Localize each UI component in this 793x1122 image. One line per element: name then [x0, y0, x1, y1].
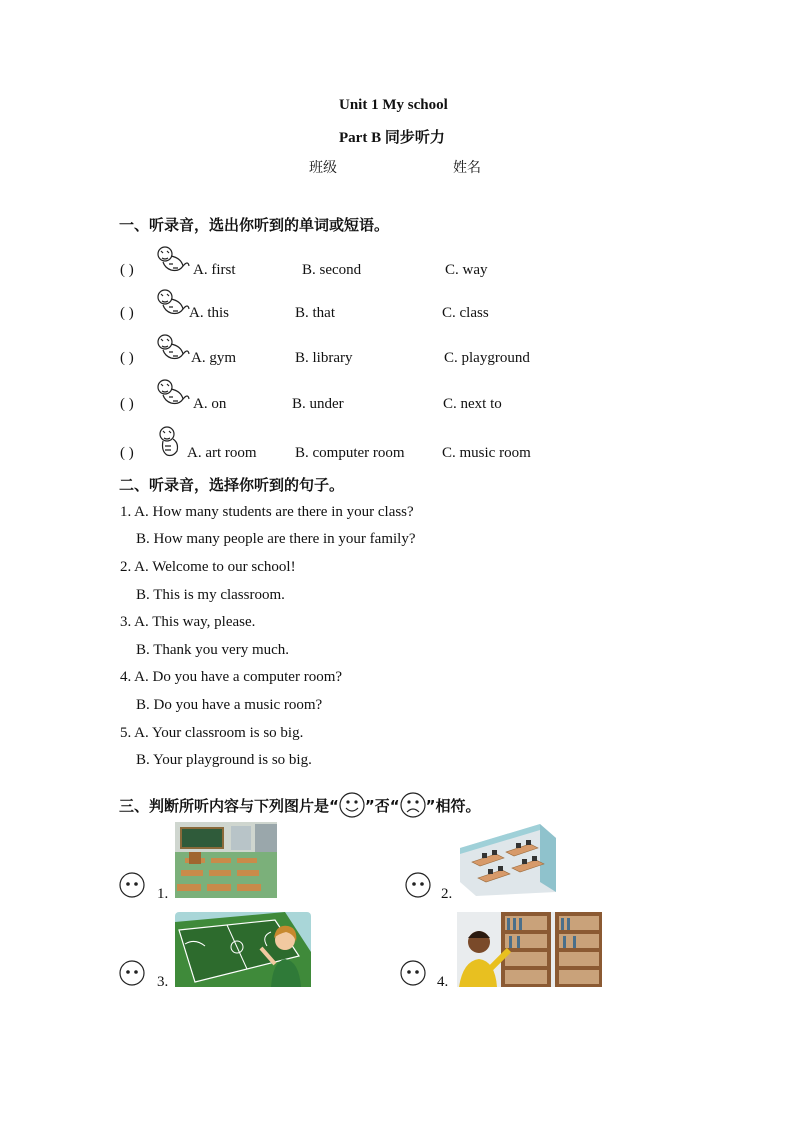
sentence-option[interactable]: 4. A. Do you have a computer room? [120, 669, 343, 685]
smiley-face-icon [339, 792, 365, 818]
sentence-option[interactable]: 5. A. Your classroom is so big. [120, 725, 304, 741]
sentence-option[interactable]: B. Your playground is so big. [136, 752, 312, 768]
section1-heading: 一、听录音，选出你听到的单词或短语。 [119, 216, 390, 234]
answer-bracket[interactable]: ( ) [120, 262, 134, 278]
page-title: Unit 1 My school [339, 97, 448, 113]
heading-part: 三、判断所听内容与下列图片是“ [119, 797, 339, 815]
tiger-icon [153, 332, 191, 366]
picture-number: 1. [157, 886, 169, 902]
name-label: 姓名 [453, 160, 481, 176]
option-b[interactable]: B. second [302, 262, 362, 278]
answer-face-icon[interactable] [119, 872, 145, 898]
sentence-option[interactable]: 2. A. Welcome to our school! [120, 559, 296, 575]
option-c[interactable]: C. class [442, 305, 489, 321]
answer-bracket[interactable]: ( ) [120, 350, 134, 366]
option-b[interactable]: B. under [292, 396, 344, 412]
tiger-icon [153, 287, 191, 321]
classroom-image [175, 822, 277, 898]
option-c[interactable]: C. playground [444, 350, 530, 366]
option-c[interactable]: C. music room [442, 445, 531, 461]
sentence-option[interactable]: B. How many people are there in your family? [136, 531, 416, 547]
sentence-option[interactable]: B. Thank you very much. [136, 642, 290, 658]
answer-face-icon[interactable] [119, 960, 145, 986]
option-c[interactable]: C. way [445, 262, 488, 278]
option-a[interactable]: A. art room [187, 445, 257, 461]
section3-heading [119, 792, 480, 818]
option-b[interactable]: B. library [295, 350, 353, 366]
picture-number: 2. [441, 886, 453, 902]
playground-image [175, 912, 311, 987]
picture-number: 4. [437, 974, 449, 990]
answer-face-icon[interactable] [405, 872, 431, 898]
computer-room-image [458, 822, 556, 898]
option-a[interactable]: A. this [189, 305, 230, 321]
sentence-option[interactable]: B. This is my classroom. [136, 587, 285, 603]
section2-heading: 二、听录音，选择你听到的句子。 [119, 476, 345, 494]
option-b[interactable]: B. computer room [295, 445, 405, 461]
library-image [457, 912, 602, 987]
option-c[interactable]: C. next to [443, 396, 502, 412]
option-b[interactable]: B. that [295, 305, 335, 321]
sentence-option[interactable]: B. Do you have a music room? [136, 697, 323, 713]
tiger-icon [153, 244, 191, 278]
class-label: 班级 [309, 160, 337, 176]
picture-number: 3. [157, 974, 169, 990]
answer-bracket[interactable]: ( ) [120, 305, 134, 321]
tiger-icon [153, 377, 191, 411]
answer-face-icon[interactable] [400, 960, 426, 986]
option-a[interactable]: A. first [193, 262, 236, 278]
option-a[interactable]: A. gym [191, 350, 236, 366]
heading-part: ”相符。 [425, 797, 481, 815]
answer-bracket[interactable]: ( ) [120, 445, 134, 461]
sentence-option[interactable]: 1. A. How many students are there in your class? [120, 504, 414, 520]
heading-part: ”否“ [364, 797, 400, 815]
page-subtitle: Part B 同步听力 [339, 130, 445, 146]
sentence-option[interactable]: 3. A. This way, please. [120, 614, 256, 630]
option-a[interactable]: A. on [193, 396, 227, 412]
tiger-icon [153, 424, 191, 458]
answer-bracket[interactable]: ( ) [120, 396, 134, 412]
sad-face-icon [400, 792, 426, 818]
